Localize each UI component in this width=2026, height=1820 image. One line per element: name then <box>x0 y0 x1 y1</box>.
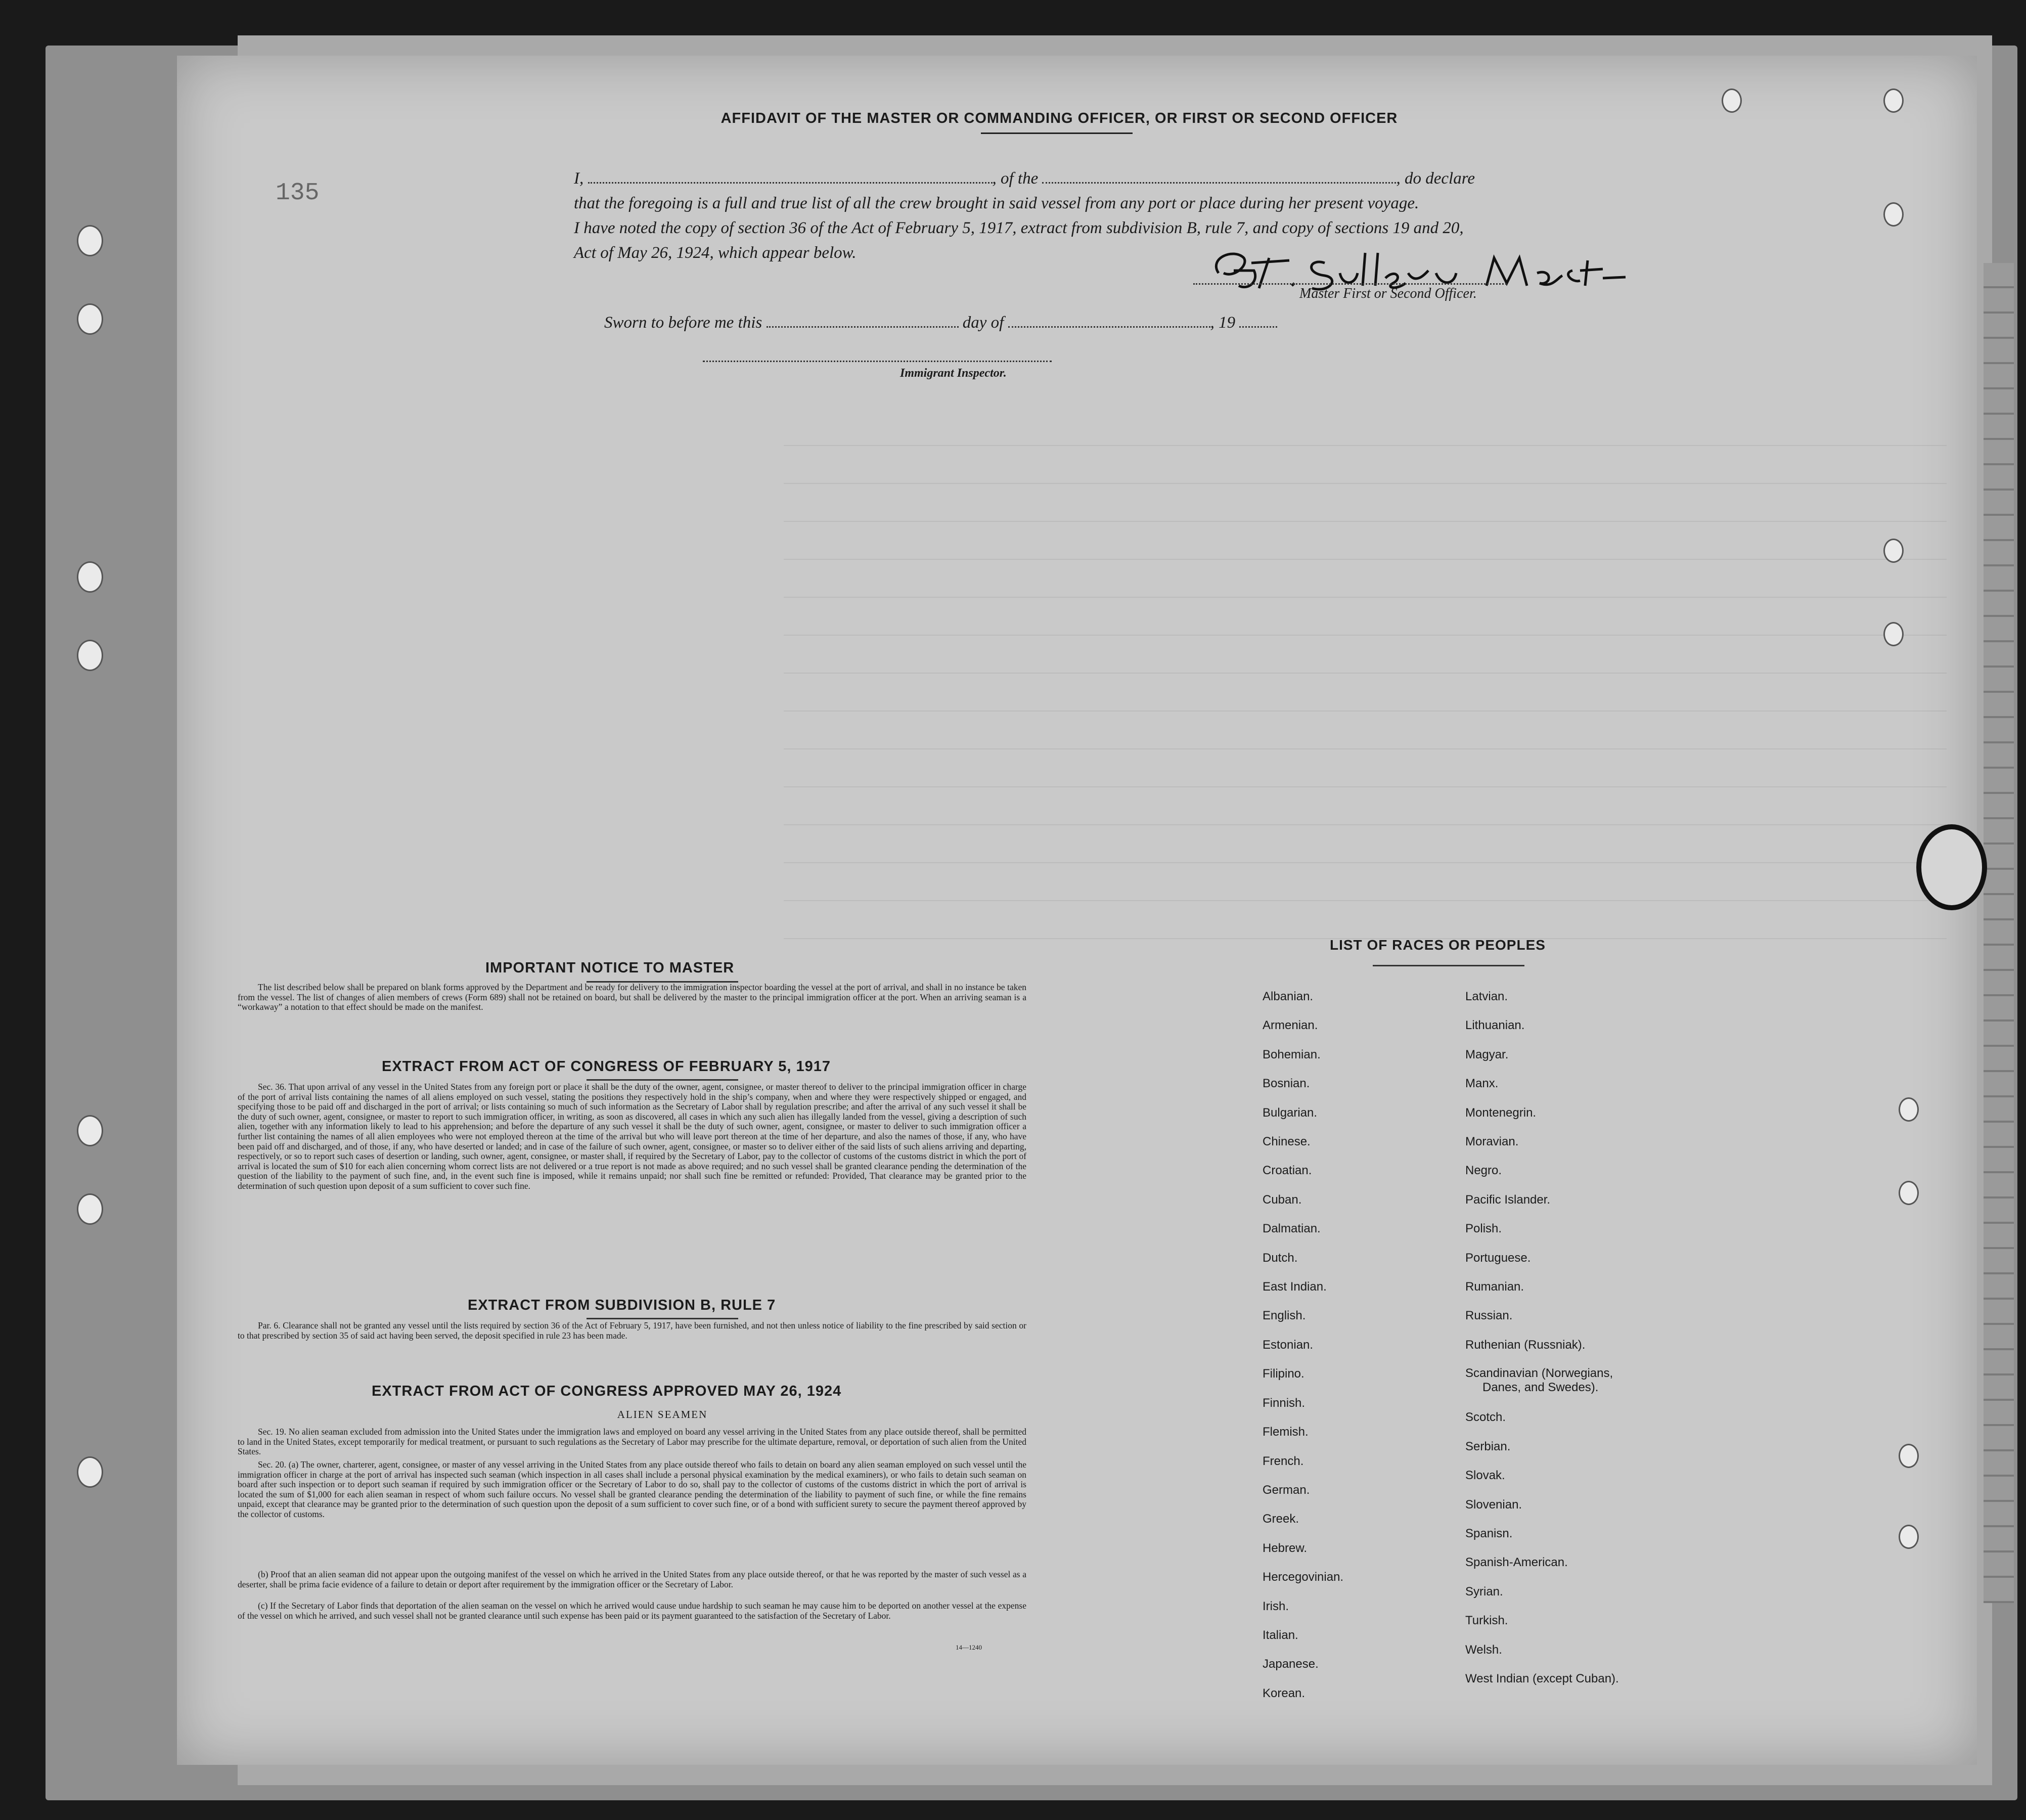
binder-hole <box>1899 1097 1919 1122</box>
sworn-year-field[interactable] <box>1239 316 1277 328</box>
race-item <box>1465 1359 1619 1403</box>
race-item: Rumanian. <box>1465 1280 1524 1294</box>
race-item: Bulgarian. <box>1263 1105 1318 1120</box>
race-item: Lithuanian. <box>1465 1018 1525 1033</box>
race-item: West Indian (except Cuban). <box>1465 1671 1619 1685</box>
binder-hole <box>77 640 103 671</box>
race-item: Chinese. <box>1263 1135 1311 1149</box>
binder-hole <box>1899 1525 1919 1549</box>
race-item: English. <box>1263 1309 1306 1323</box>
race-item: German. <box>1263 1483 1310 1497</box>
rule7-title: EXTRACT FROM SUBDIVISION B, RULE 7 <box>468 1297 776 1313</box>
declaration-line-2: that the foregoing is a full and true list of all the crew brought in said vessel from any port or place during her present voyage. <box>574 194 1419 212</box>
declaration-line-1 <box>574 169 1475 188</box>
year-label: , 19 <box>1210 314 1236 332</box>
title-rule <box>981 132 1133 134</box>
binder-hole <box>77 561 103 593</box>
race-item: Flemish. <box>1263 1425 1309 1439</box>
race-item: Portuguese. <box>1465 1251 1531 1265</box>
race-item: Armenian. <box>1263 1018 1318 1033</box>
binder-hole <box>1899 1181 1919 1205</box>
race-item: Magyar. <box>1465 1047 1509 1061</box>
notice-title: IMPORTANT NOTICE TO MASTER <box>485 960 735 976</box>
race-item: Dalmatian. <box>1263 1222 1321 1236</box>
race-item: Hercegovinian. <box>1263 1570 1344 1584</box>
race-item: Irish. <box>1263 1599 1289 1613</box>
sworn-date-field[interactable] <box>767 316 959 328</box>
race-item: Scotch. <box>1465 1410 1506 1425</box>
i-label: I, <box>574 169 584 188</box>
binder-hole <box>1722 88 1742 113</box>
race-item: Montenegrin. <box>1465 1105 1537 1120</box>
rule7-body: Par. 6. Clearance shall not be granted any vessel until the lists required by section 36 of the Act of February 5, 1917, have been furnished, and not then unless notice of liability to the fine prescribed by said section or to that prescribed by section 35 of said act having been served, the deposit specified in rule 23 has been made. <box>238 1320 1026 1341</box>
race-item: Cuban. <box>1263 1192 1302 1207</box>
race-item: French. <box>1263 1454 1304 1468</box>
circular-stamp <box>1916 824 1987 910</box>
race-item-line: Scandinavian (Norwegians, <box>1465 1366 1613 1381</box>
signature-line <box>1193 282 1507 285</box>
binder-hole <box>1883 202 1904 227</box>
declare-label: , do declare <box>1396 169 1475 188</box>
race-item: Russian. <box>1465 1309 1513 1323</box>
race-item: Italian. <box>1263 1628 1298 1642</box>
race-item: Latvian. <box>1465 990 1508 1003</box>
race-item: Bohemian. <box>1263 1047 1321 1061</box>
race-item: Pacific Islander. <box>1465 1192 1551 1207</box>
race-item: Hebrew. <box>1263 1541 1308 1555</box>
race-item: Korean. <box>1263 1686 1305 1700</box>
race-item: East Indian. <box>1263 1280 1327 1294</box>
binder-hole <box>77 1115 103 1146</box>
declaration-line-4: Act of May 26, 1924, which appear below. <box>574 244 857 262</box>
race-item: Greek. <box>1263 1512 1299 1526</box>
race-item: Welsh. <box>1465 1643 1502 1657</box>
race-item: Moravian. <box>1465 1135 1519 1149</box>
sec-20b-body: (b) Proof that an alien seaman did not appear upon the outgoing manifest of the vessel on which he arrived in the United States from any place outside thereof, or that he was reported by the master of such vessel as a deserter, shall be prima facie evidence of a failure to detain or deport after requirement by the immigration officer or the Secretary of Labor. <box>238 1569 1026 1589</box>
race-item: Dutch. <box>1263 1251 1298 1265</box>
sec-19-body: Sec. 19. No alien seaman excluded from admission into the United States under the immigration laws and employed on board any vessel arriving in the United States from any place outside thereof, shall be permitted to land in the United States, except temporarily for medical treatment, or pursuant to such regulations as the Secretary of Labor may prescribe for the ultimate departure, removal, or deportation of such alien from the United States. <box>238 1427 1026 1457</box>
race-item: Manx. <box>1465 1077 1499 1091</box>
races-right-column <box>1465 982 1619 1693</box>
sworn-line <box>604 314 1277 332</box>
extract-1917-rule <box>587 1079 738 1081</box>
page-number: 135 <box>276 180 320 207</box>
declaration-line-3: I have noted the copy of section 36 of the Act of February 5, 1917, extract from subdivision B, rule 7, and copy of sections 19 and 20, <box>574 219 1464 237</box>
race-item: Spanisn. <box>1465 1526 1513 1540</box>
binder-hole <box>1899 1444 1919 1468</box>
notice-body: The list described below shall be prepared on blank forms approved by the Department and be ready for delivery to the immigration inspector boarding the vessel at the port of arrival, and shall in no instance be taken from the vessel. The list of changes of alien members of crews (Form 689) shall not be retained on board, but shall be delivered by the master to the principal immigration officer at the port. When an arriving seaman is a “workaway” a notation to that effect should be made on the manifest. <box>238 982 1026 1012</box>
name-field[interactable] <box>588 172 993 184</box>
inspector-caption: Immigrant Inspector. <box>900 367 1007 380</box>
race-item: Bosnian. <box>1263 1077 1310 1091</box>
of-the-label: , of the <box>992 169 1039 188</box>
race-item: Serbian. <box>1465 1439 1511 1453</box>
extract-1917-title: EXTRACT FROM ACT OF CONGRESS OF FEBRUARY 5, 1917 <box>382 1058 831 1075</box>
binder-hole <box>77 1193 103 1225</box>
race-item: Spanish-American. <box>1465 1556 1568 1570</box>
race-item: Finnish. <box>1263 1396 1305 1410</box>
inspector-signature-line <box>703 361 1052 362</box>
race-item: Slovak. <box>1465 1469 1505 1483</box>
race-item: Negro. <box>1465 1164 1502 1178</box>
race-item: Croatian. <box>1263 1164 1312 1178</box>
race-item: Syrian. <box>1465 1584 1503 1599</box>
extract-1924-title: EXTRACT FROM ACT OF CONGRESS APPROVED MAY 26, 1924 <box>372 1383 842 1399</box>
binder-hole <box>1883 539 1904 563</box>
form-number: 14—1240 <box>956 1644 982 1651</box>
race-item: Turkish. <box>1465 1614 1508 1628</box>
race-item: Albanian. <box>1263 990 1314 1003</box>
day-of-label: day of <box>962 314 1004 332</box>
race-item: Slovenian. <box>1465 1497 1522 1512</box>
sworn-label: Sworn to before me this <box>604 314 762 332</box>
sworn-month-field[interactable] <box>1008 316 1210 328</box>
rule7-rule <box>587 1318 738 1319</box>
sec-20a-body: Sec. 20. (a) The owner, charterer, agent, consignee, or master of any vessel arriving in the United States from any place outside thereof who fails to detain on board any alien seaman employed on such vessel until the immigration officer in charge at the port of arrival has inspected such seaman (which inspection in all cases shall include a personal physical examination by the medical examiners), or who fails to detain such seaman on board after such inspection or to deport such seaman if required by such immigration officer or the Secretary of Labor to do so, shall pay to the collector of customs of the customs district in which the port of arrival is located the sum of $1,000 for each alien seaman in respect of whom such failure occurs. No vessel shall be granted clearance pending the determination of the liability to payment of such fine, or while the fine remains unpaid, except that clearance may be granted prior to the determination of such question upon the deposit of a sum sufficient to cover such fine, or of a bond with sufficient surety to secure the payment thereof approved by the collector of customs. <box>238 1459 1026 1519</box>
signature-caption: Master First or Second Officer. <box>1299 286 1477 301</box>
races-left-column <box>1263 982 1343 1708</box>
alien-seamen-subtitle: ALIEN SEAMEN <box>617 1408 708 1421</box>
binder-hole <box>77 1456 103 1488</box>
races-rule <box>1373 965 1524 966</box>
binder-hole <box>1883 622 1904 646</box>
race-item: Filipino. <box>1263 1367 1304 1381</box>
binder-hole <box>77 303 103 335</box>
race-item: Ruthenian (Russniak). <box>1465 1338 1586 1352</box>
race-item: Japanese. <box>1263 1657 1319 1671</box>
race-item: Estonian. <box>1263 1338 1314 1352</box>
races-title: LIST OF RACES OR PEOPLES <box>1330 937 1546 953</box>
sec-20c-body: (c) If the Secretary of Labor finds that deportation of the alien seaman on the vessel on which he arrived would cause undue hardship to such seaman he may cause him to be deported on another vessel at the expense of the vessel on which he arrived, and such vessel shall not be granted clearance until such expense has been paid or its payment guaranteed to the satisfaction of the Secretary of Labor. <box>238 1601 1026 1621</box>
vessel-field[interactable] <box>1042 172 1396 184</box>
underlying-page-edge <box>1984 263 2014 1603</box>
race-item: Polish. <box>1465 1222 1502 1236</box>
binder-hole <box>1883 88 1904 113</box>
extract-1917-body: Sec. 36. That upon arrival of any vessel in the United States from any foreign port or place it shall be the duty of the owner, agent, consignee, or master thereof to deliver to the principal immigration officer in charge of the port of arrival lists containing the names of all aliens employed on such vessel, stating the positions they respectively hold in the ship’s company, when and where they were respectively shipped or engaged, and specifying those to be paid off and discharged in the port of arrival; or lists containing so much of such information as the Secretary of Labor shall by regulation prescribe; and after the arrival of any such vessel it shall be the duty of such owner, agent, consignee, or master to report to such immigration officer, in writing, as soon as discovered, all cases in which any such alien has illegally landed from the vessel, giving a description of such alien, together with any information likely to lead to his apprehension; and before the departure of any such vessel it shall be the duty of such owner, agent, consignee, or master to deliver to such immigration officer a further list containing the names of all alien employees who were not employed thereon at the time of the arrival but who will leave port thereon at the time of her departure, and also the names of those, if any, who have been paid off and discharged, and of those, if any, who have deserted or landed; and in case of the failure of such owner, agent, consignee, or master so to deliver either of the said lists of such aliens arriving and departing, respectively, or so to report such cases of desertion or landing, such owner, agent, consignee, or master shall, if required by the Secretary of Labor, pay to the collector of customs of the customs district in which the port of arrival is located the sum of $10 for each alien concerning whom correct lists are not delivered or a true report is not made as above required; and no such vessel shall be granted clearance pending the determination of the question of the liability to the payment of such fine, and, in the event such fine is imposed, while it remains unpaid; nor shall such fine be remitted or refunded: Provided, That clearance may be granted prior to the determination of such question upon deposit of a sum sufficient to cover such fine. <box>238 1082 1026 1191</box>
binder-hole <box>77 225 103 256</box>
affidavit-title: AFFIDAVIT OF THE MASTER OR COMMANDING OFFICER, OR FIRST OR SECOND OFFICER <box>721 110 1398 126</box>
race-item-line: Danes, and Swedes). <box>1482 1381 1599 1395</box>
